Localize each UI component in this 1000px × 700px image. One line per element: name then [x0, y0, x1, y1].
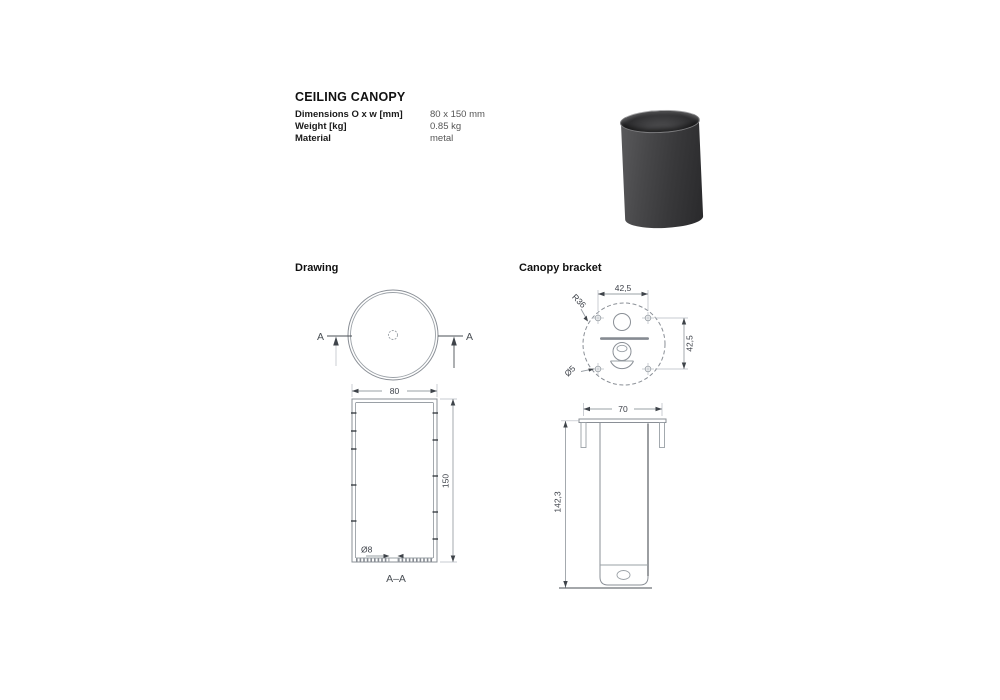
- drawing-heading: Drawing: [295, 262, 339, 274]
- dim-text-hole8: Ø8: [361, 544, 373, 555]
- bracket-drawing: [548, 280, 718, 595]
- bracket-body-outline: [600, 423, 648, 586]
- cylinder-body: [621, 119, 704, 229]
- radius-label: R36: [570, 291, 589, 310]
- dim-height-142-3: [553, 421, 580, 588]
- dim-width-70: [584, 403, 663, 416]
- spec-row-dimensions: [295, 109, 525, 121]
- spec-table: [295, 109, 525, 145]
- bracket-flange-right: [660, 423, 665, 448]
- spec-value-weight: 0.85 kg: [430, 121, 462, 132]
- bracket-bottom-hole: [617, 571, 630, 580]
- section-name-label: A–A: [386, 573, 406, 585]
- dim-hole-8: [361, 545, 404, 559]
- dim-diameter-80: [352, 384, 437, 397]
- canopy-section-outline: [352, 399, 437, 562]
- hole-label: Ø5: [562, 363, 578, 379]
- bracket-heading: Canopy bracket: [519, 262, 602, 274]
- section-mark-right: [438, 331, 473, 368]
- dim-text-142-3: 142,3: [552, 491, 563, 513]
- bracket-flange-left: [581, 423, 586, 448]
- hole-callout-o5: [562, 363, 594, 378]
- canopy-drawing: [300, 280, 485, 595]
- canopy-top-view: [317, 290, 473, 397]
- dim-text-80: 80: [389, 386, 400, 396]
- canopy-inner-circle: [351, 293, 436, 378]
- section-mark-left: [317, 331, 352, 366]
- section-letter-left: A: [316, 331, 324, 343]
- spec-row-material: [295, 133, 525, 145]
- dim-spacing-vertical: [655, 318, 695, 369]
- bracket-slot: [600, 337, 649, 340]
- dim-text-42-5-right: 42,5: [684, 335, 695, 352]
- spec-row-weight: [295, 121, 525, 133]
- canopy-center-hole: [389, 331, 398, 340]
- spec-value-dimensions: 80 x 150 mm: [430, 109, 485, 120]
- radius-callout-r36: [570, 292, 588, 322]
- bottom-hatch: [356, 558, 433, 562]
- dim-text-70: 70: [618, 404, 628, 414]
- canopy-section-view: [351, 399, 457, 585]
- spec-value-material: metal: [430, 133, 454, 144]
- bracket-keyhole: [611, 343, 634, 369]
- bracket-ceiling-plate: [579, 419, 666, 423]
- spec-label-dimensions: Dimensions O x w [mm]: [295, 109, 403, 120]
- dim-height-150: [440, 399, 457, 562]
- bracket-screw-holes: [592, 312, 654, 375]
- spec-label-material: Material: [295, 133, 331, 144]
- bracket-outline-circle: [583, 303, 665, 385]
- bracket-top-view: [562, 283, 694, 385]
- bracket-top-hole: [614, 314, 631, 331]
- canopy-outer-circle: [348, 290, 438, 380]
- spec-label-weight: Weight [kg]: [295, 121, 347, 132]
- product-photo-cylinder: [619, 108, 704, 229]
- dim-text-42-5-top: 42,5: [614, 283, 632, 293]
- bracket-side-view: [553, 403, 667, 588]
- dim-text-150: 150: [440, 473, 451, 489]
- page-title: CEILING CANOPY: [295, 90, 406, 104]
- section-letter-right: A: [466, 331, 474, 343]
- wall-ticks: [351, 413, 438, 539]
